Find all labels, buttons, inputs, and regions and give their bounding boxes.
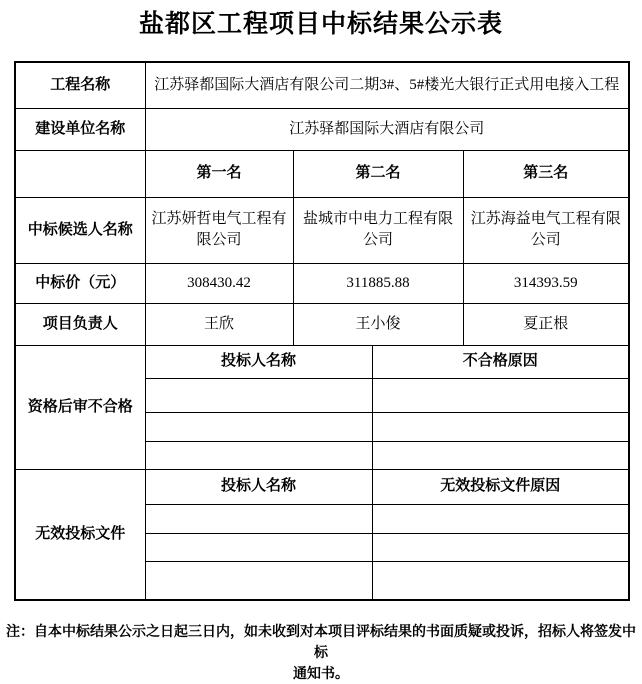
post-qualification-reason-header: 不合格原因 — [372, 345, 629, 378]
post-qualification-label: 资格后审不合格 — [15, 345, 145, 469]
project-name-row — [15, 62, 629, 108]
manager-second: 王小俊 — [293, 303, 463, 345]
manager-label: 项目负责人 — [15, 303, 145, 345]
footnote-line-1: 注：自本中标结果公示之日起三日内，如未收到对本项目评标结果的书面质疑或投诉，招标人将签发中标 — [6, 623, 636, 660]
candidate-third: 江苏海益电气工程有限公司 — [463, 197, 629, 263]
invalid-bid-bidder-header: 投标人名称 — [145, 469, 372, 504]
price-label: 中标价（元） — [15, 263, 145, 303]
price-second: 311885.88 — [293, 263, 463, 303]
invalid-bid-reason-cell — [372, 504, 629, 533]
rank-header-empty-cell — [15, 150, 145, 197]
rank-header-row — [15, 150, 629, 197]
price-row — [15, 263, 629, 303]
owner-name-label: 建设单位名称 — [15, 108, 145, 150]
invalid-bid-reason-cell — [372, 561, 629, 600]
project-name-value: 江苏驿都国际大酒店有限公司二期3#、5#楼光大银行正式用电接入工程 — [145, 62, 629, 108]
price-first: 308430.42 — [145, 263, 293, 303]
invalid-bid-header-row — [15, 469, 629, 504]
candidates-label: 中标候选人名称 — [15, 197, 145, 263]
invalid-bid-label: 无效投标文件 — [15, 469, 145, 600]
post-qualification-reason-cell — [372, 378, 629, 412]
manager-third: 夏正根 — [463, 303, 629, 345]
manager-first: 王欣 — [145, 303, 293, 345]
invalid-bid-bidder-cell — [145, 533, 372, 561]
post-qualification-bidder-cell — [145, 378, 372, 412]
owner-name-row — [15, 108, 629, 150]
project-name-label: 工程名称 — [15, 62, 145, 108]
price-third: 314393.59 — [463, 263, 629, 303]
invalid-bid-reason-cell — [372, 533, 629, 561]
candidates-row — [15, 197, 629, 263]
invalid-bid-bidder-cell — [145, 504, 372, 533]
post-qualification-header-row — [15, 345, 629, 378]
invalid-bid-bidder-cell — [145, 561, 372, 600]
invalid-bid-reason-header: 无效投标文件原因 — [372, 469, 629, 504]
post-qualification-bidder-cell — [145, 441, 372, 469]
footnote — [0, 621, 642, 684]
manager-row — [15, 303, 629, 345]
post-qualification-reason-cell — [372, 441, 629, 469]
rank-second-header: 第二名 — [293, 150, 463, 197]
post-qualification-bidder-cell — [145, 412, 372, 441]
rank-first-header: 第一名 — [145, 150, 293, 197]
page-title: 盐都区工程项目中标结果公示表 — [138, 10, 503, 38]
bid-result-table — [14, 61, 630, 601]
rank-third-header: 第三名 — [463, 150, 629, 197]
candidate-second: 盐城市中电力工程有限公司 — [293, 197, 463, 263]
post-qualification-reason-cell — [372, 412, 629, 441]
post-qualification-bidder-header: 投标人名称 — [145, 345, 372, 378]
candidate-first: 江苏妍哲电气工程有限公司 — [145, 197, 293, 263]
footnote-line-2: 通知书。 — [293, 665, 349, 681]
owner-name-value: 江苏驿都国际大酒店有限公司 — [145, 108, 629, 150]
